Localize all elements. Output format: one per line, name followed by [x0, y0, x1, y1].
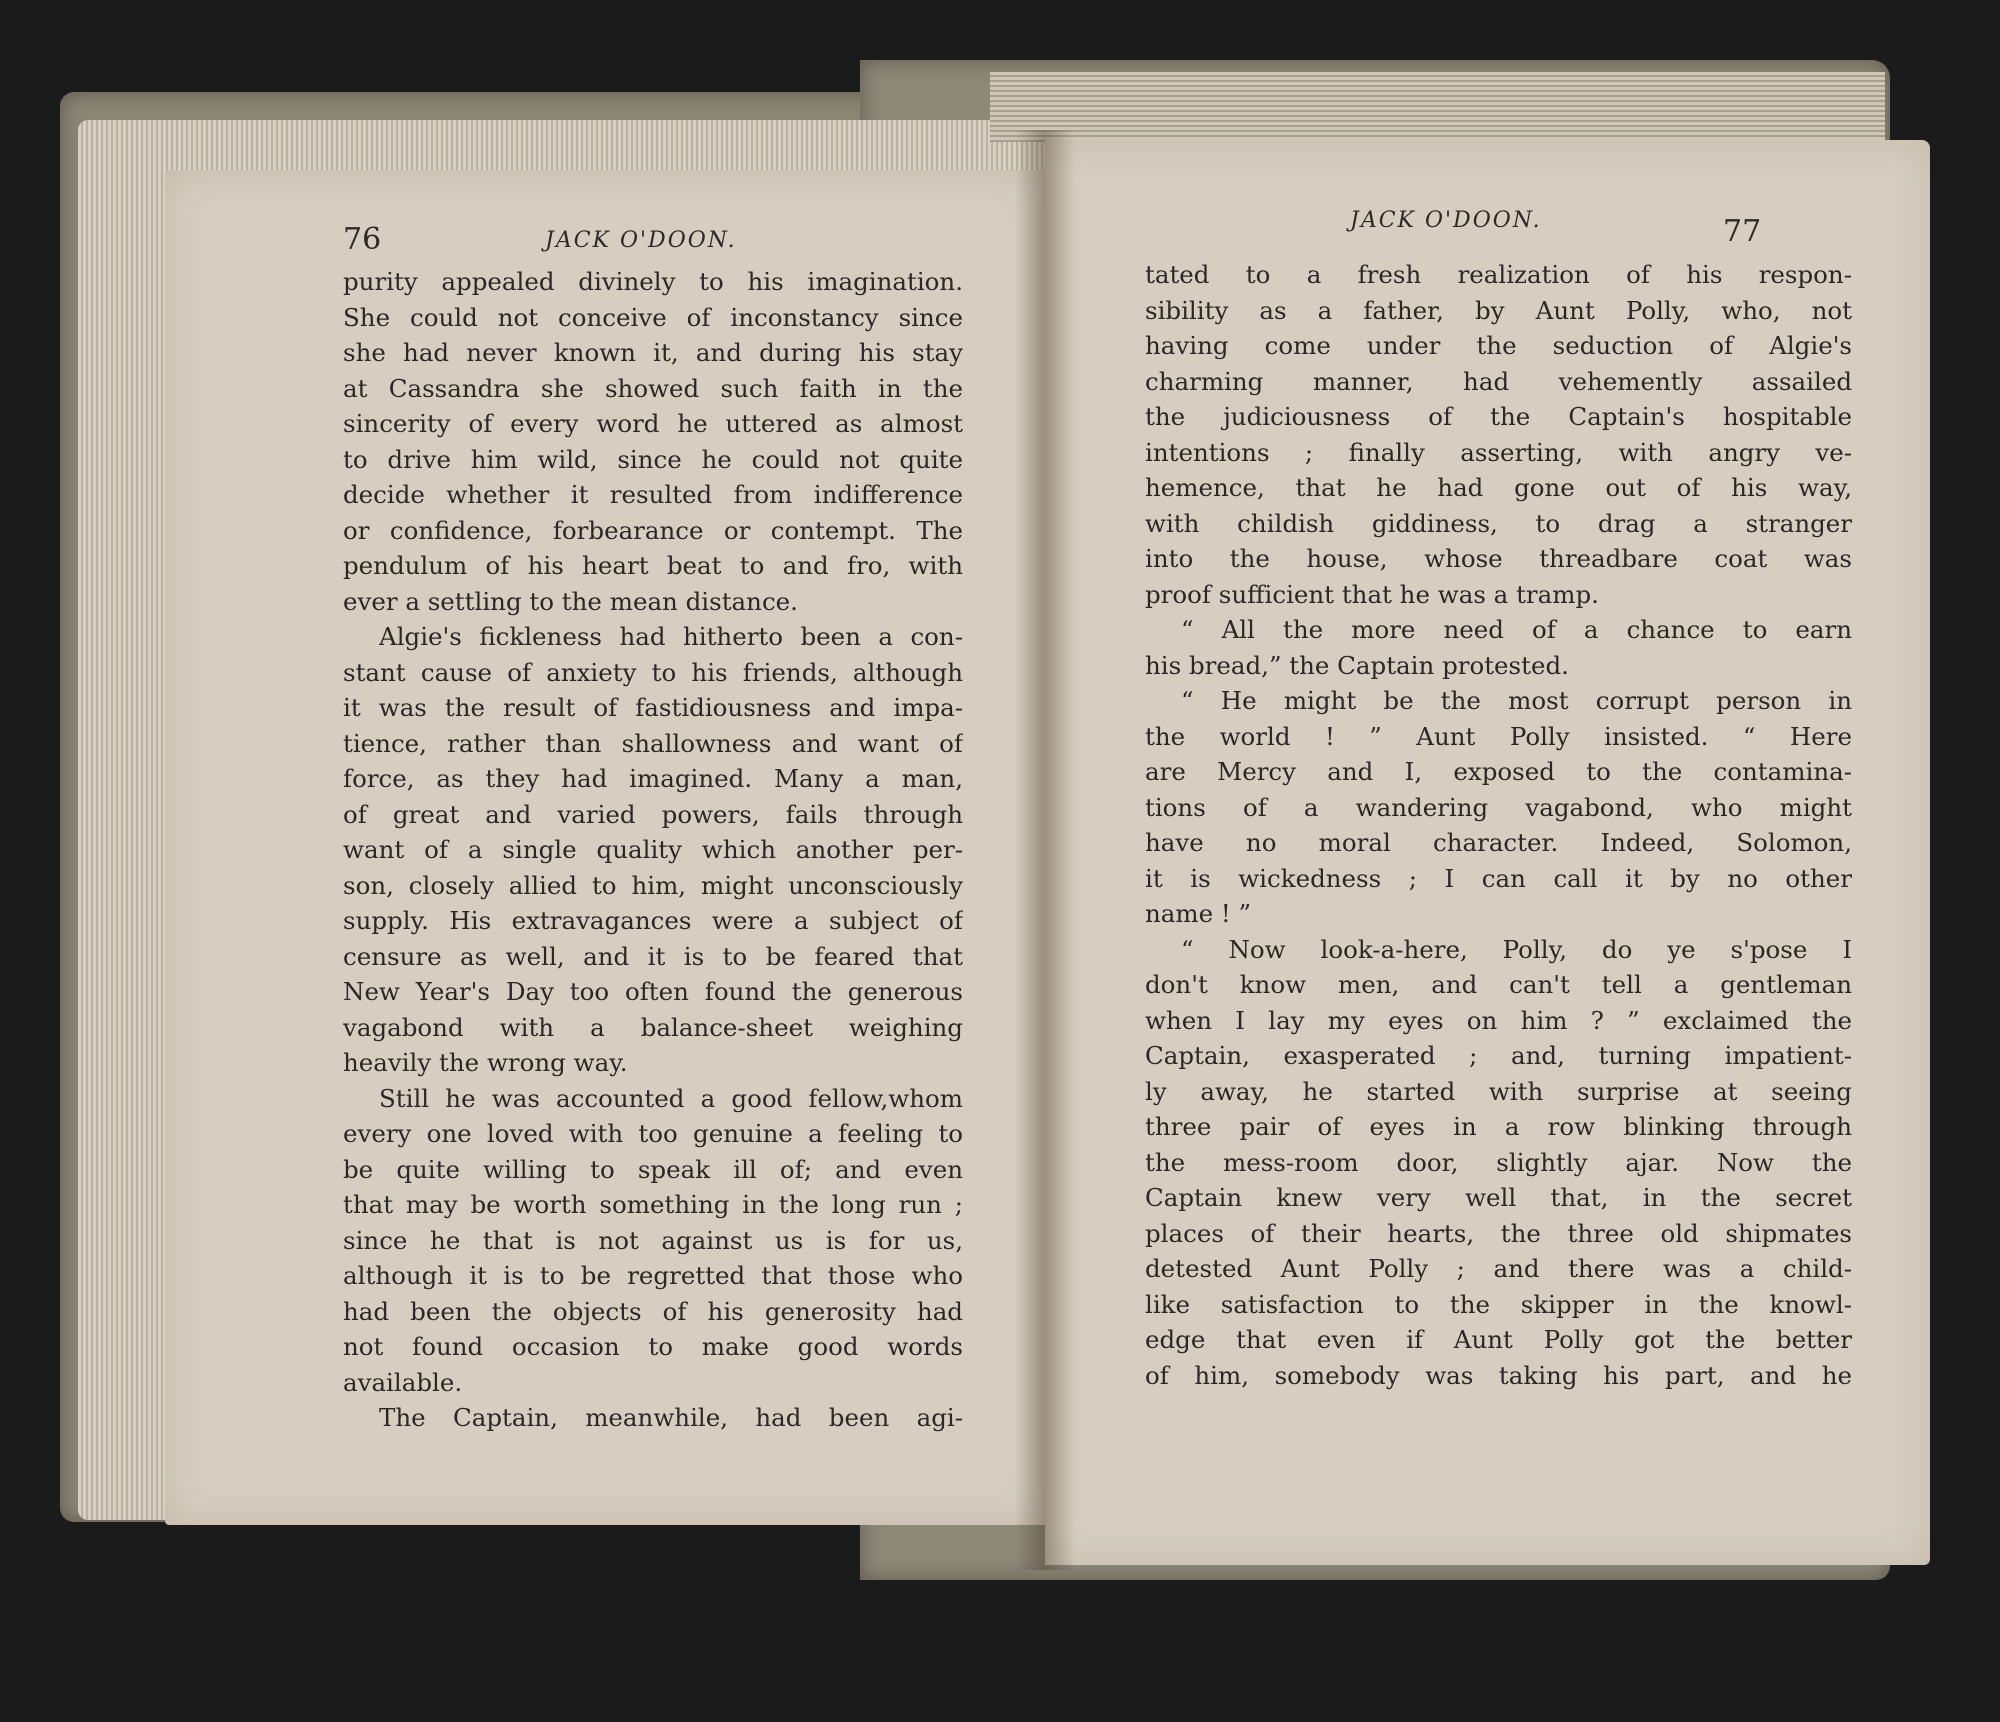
text-line: or confidence, forbearance or contempt. The — [343, 515, 963, 545]
text-line: proof sufficient that he was a tramp. — [1145, 579, 1599, 609]
text-line: censure as well, and it is to be feared that — [343, 941, 963, 971]
text-line: three pair of eyes in a row blinking through — [1145, 1112, 1852, 1141]
text-line: although it is to be regretted that those who — [343, 1261, 963, 1290]
text-line: places of their hearts, the three old shipmates — [1145, 1218, 1852, 1248]
text-line: The Captain, meanwhile, had been agi- — [379, 1403, 963, 1432]
text-line: “ All the more need of a chance to earn — [1181, 615, 1852, 644]
text-line: stant cause of anxiety to his friends, although — [343, 657, 963, 687]
book-gutter — [1015, 130, 1075, 1570]
text-line: Captain, exasperated ; and, turning impatient- — [1145, 1041, 1852, 1070]
text-line: ever a settling to the mean distance. — [343, 586, 798, 616]
text-line: edge that even if Aunt Polly got the better — [1145, 1325, 1852, 1354]
right-page-text — [1145, 257, 1852, 1393]
text-line: it is wickedness ; I can call it by no other — [1145, 863, 1852, 893]
text-line: when I lay my eyes on him ? ” exclaimed the — [1145, 1005, 1852, 1035]
text-line: the judiciousness of the Captain's hospitable — [1145, 402, 1852, 431]
text-line: had been the objects of his generosity had — [343, 1296, 963, 1326]
text-line: like satisfaction to the skipper in the knowl- — [1145, 1289, 1852, 1319]
text-line: having come under the seduction of Algie's — [1145, 331, 1852, 360]
text-line: the mess-room door, slightly ajar. Now the — [1145, 1147, 1852, 1177]
text-line: decide whether it resulted from indifference — [343, 480, 963, 509]
text-line: intentions ; finally asserting, with angry ve- — [1145, 437, 1852, 467]
text-line: sincerity of every word he uttered as almost — [343, 409, 963, 438]
right-page-number: 77 — [1723, 214, 1762, 249]
text-line: detested Aunt Polly ; and there was a child- — [1145, 1254, 1852, 1283]
left-page-number: 76 — [343, 222, 382, 257]
text-line: New Year's Day too often found the generous — [343, 977, 963, 1006]
text-line: the world ! ” Aunt Polly insisted. “ Here — [1145, 721, 1852, 751]
text-line: ly away, he started with surprise at seeing — [1145, 1076, 1852, 1106]
text-line: not found occasion to make good words — [343, 1332, 963, 1361]
text-line: it was the result of fastidiousness and impa- — [343, 693, 963, 722]
text-line: with childish giddiness, to drag a stranger — [1145, 508, 1852, 538]
text-line: charming manner, had vehemently assailed — [1145, 366, 1852, 396]
text-line: tions of a wandering vagabond, who might — [1145, 792, 1852, 822]
text-line: supply. His extravagances were a subject of — [343, 906, 963, 935]
text-line: Algie's fickleness had hitherto been a con- — [379, 622, 963, 651]
left-page-text — [343, 264, 963, 1436]
text-line: She could not conceive of inconstancy since — [343, 302, 963, 332]
left-running-title: JACK O'DOON. — [545, 228, 737, 253]
right-page — [1045, 140, 1930, 1565]
text-line: be quite willing to speak ill of; and even — [343, 1154, 963, 1184]
left-page — [165, 170, 1045, 1525]
text-line: tience, rather than shallowness and want of — [343, 728, 963, 758]
page-edges-top — [990, 72, 1885, 142]
text-line: available. — [343, 1367, 463, 1397]
text-line: of him, somebody was taking his part, and he — [1145, 1360, 1852, 1390]
text-line: heavily the wrong way. — [343, 1048, 628, 1077]
text-line: since he that is not against us is for us, — [343, 1225, 963, 1255]
text-line: don't know men, and can't tell a gentleman — [1145, 970, 1852, 999]
text-line: force, as they had imagined. Many a man, — [343, 764, 963, 793]
text-line: to drive him wild, since he could not quite — [343, 444, 963, 474]
text-line: son, closely allied to him, might unconsciously — [343, 870, 963, 900]
text-line: of great and varied powers, fails through — [343, 799, 963, 829]
text-line: are Mercy and I, exposed to the contamina- — [1145, 757, 1852, 786]
text-line: at Cassandra she showed such faith in the — [343, 373, 963, 403]
text-line: Captain knew very well that, in the secret — [1145, 1183, 1852, 1212]
text-line: that may be worth something in the long run ; — [343, 1190, 963, 1219]
text-line: have no moral character. Indeed, Solomon, — [1145, 828, 1852, 857]
text-line: every one loved with too genuine a feeling to — [343, 1119, 963, 1148]
text-line: “ He might be the most corrupt person in — [1181, 686, 1852, 715]
text-line: name ! ” — [1145, 899, 1252, 928]
text-line: pendulum of his heart beat to and fro, with — [343, 551, 963, 580]
text-line: his bread,” the Captain protested. — [1145, 650, 1569, 680]
text-line: want of a single quality which another per- — [343, 835, 963, 864]
text-line: purity appealed divinely to his imagination. — [343, 267, 963, 296]
text-line: she had never known it, and during his stay — [343, 338, 963, 367]
text-line: sibility as a father, by Aunt Polly, who, not — [1145, 295, 1852, 325]
text-line: hemence, that he had gone out of his way, — [1145, 473, 1852, 502]
text-line: vagabond with a balance-sheet weighing — [343, 1012, 963, 1042]
text-line: “ Now look-a-here, Polly, do ye s'pose I — [1181, 934, 1852, 964]
text-line: Still he was accounted a good fellow,whom — [379, 1083, 963, 1113]
text-line: tated to a fresh realization of his respon- — [1145, 260, 1852, 289]
right-running-title: JACK O'DOON. — [1350, 208, 1542, 233]
text-line: into the house, whose threadbare coat was — [1145, 544, 1852, 573]
